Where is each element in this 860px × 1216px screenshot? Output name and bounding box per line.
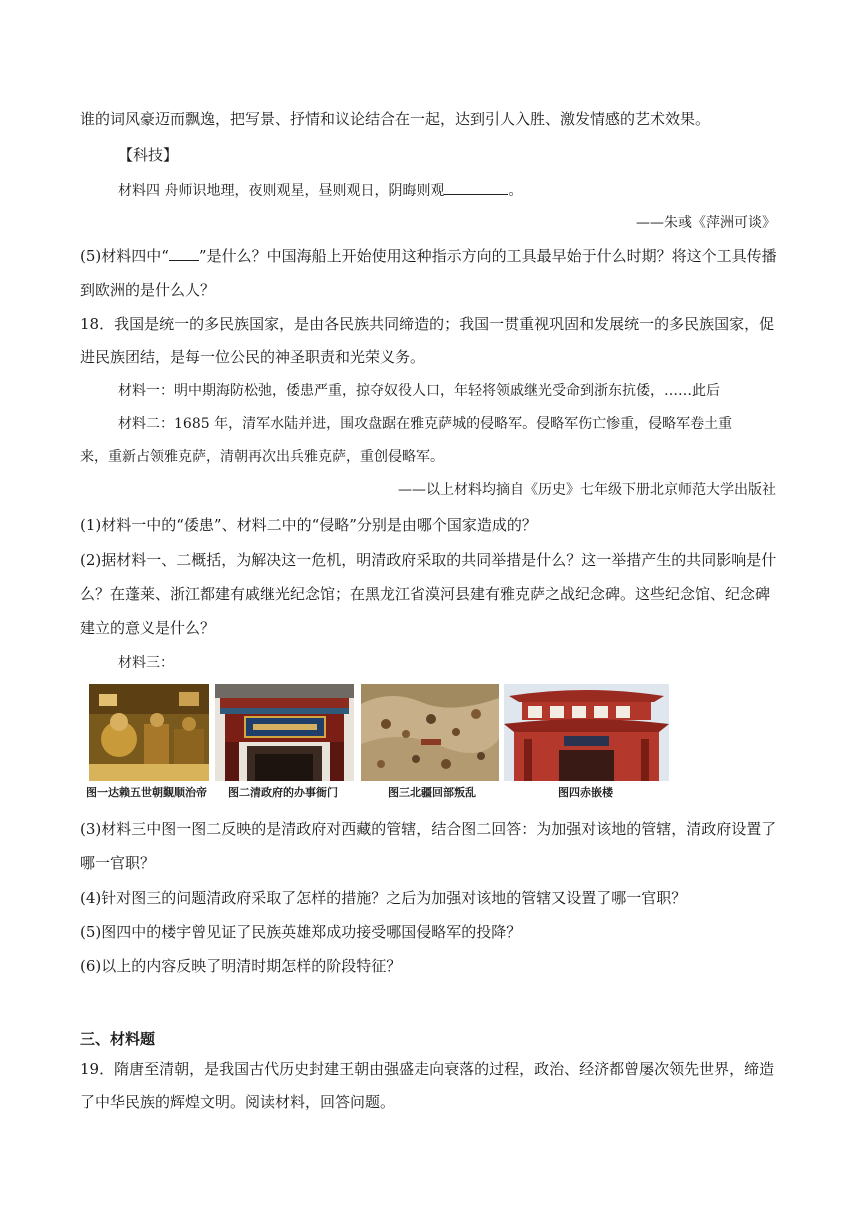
sub-question-3-line-2: 哪一官职？ (80, 854, 156, 872)
material-two-line-1: 材料二：1685 年，清军水陆并进，围攻盘踞在雅克萨城的侵略军。侵略军伤亡惨重，侵略军卷土重 (118, 416, 733, 432)
question-5-line-2: 到欧洲的是什么人？ (80, 281, 216, 299)
figure-2-image (215, 684, 354, 781)
figure-3-image (361, 684, 499, 781)
material-three-label: 材料三： (118, 655, 174, 671)
question-18-line-1: 18．我国是统一的多民族国家，是由各民族共同缔造的；我国一贯重视巩固和发展统一的多民族国家，促 (80, 315, 775, 333)
question-18-line-2: 进民族团结，是每一位公民的神圣职责和光荣义务。 (80, 348, 426, 366)
answer-blank (169, 246, 199, 261)
figure-1-image (89, 684, 209, 781)
sub-question-1: (1)材料一中的“倭患”、材料二中的“侵略”分别是由哪个国家造成的？ (80, 516, 537, 534)
sub-question-4: (4)针对图三的问题清政府采取了怎样的措施？之后为加强对该地的管辖又设置了哪一官职？ (80, 889, 687, 907)
figure-4-image (504, 684, 669, 781)
paragraph-line: 谁的词风豪迈而飘逸，把写景、抒情和议论结合在一起，达到引人入胜、激发情感的艺术效果。 (80, 110, 711, 128)
question-19-line-2: 了中华民族的辉煌文明。阅读材料，回答问题。 (80, 1093, 396, 1111)
section-heading-keji: 【科技】 (118, 146, 179, 164)
material-one: 材料一：明中期海防松弛，倭患严重，掠夺奴役人口，年轻将领戚继光受命到浙东抗倭，……此后 (118, 383, 720, 399)
materials-source: ——以上材料均摘自《历史》七年级下册北京师范大学出版社 (398, 482, 776, 498)
figure-2-caption: 图二清政府的办事衙门 (228, 786, 338, 799)
question-19-line-1: 19．隋唐至清朝，是我国古代历史封建王朝由强盛走向衰落的过程，政治、经济都曾屡次领先世界，缔造 (80, 1060, 775, 1078)
question-5-text-b: ”是什么？中国海船上开始使用这种指示方向的工具最早始于什么时期？将这个工具传播 (198, 247, 777, 265)
material-two-line-2: 来，重新占领雅克萨，清朝再次出兵雅克萨，重创侵略军。 (80, 449, 444, 465)
sub-question-2-line-2: 么？在蓬莱、浙江都建有戚继光纪念馆；在黑龙江省漠河县建有雅克萨之战纪念碑。这些纪念馆、纪念碑 (80, 585, 771, 603)
material-four (118, 180, 818, 202)
figure-3-caption: 图三北疆回部叛乱 (388, 786, 476, 799)
sub-question-5: (5)图四中的楼宇曾见证了民族英雄郑成功接受哪国侵略军的投降？ (80, 923, 522, 941)
answer-blank (444, 180, 508, 195)
material-four-source: ——朱彧《萍洲可谈》 (636, 215, 776, 231)
section-heading-3: 三、材料题 (80, 1030, 156, 1048)
question-5 (80, 245, 780, 267)
figure-1-caption: 图一达赖五世朝觐顺治帝 (86, 786, 207, 799)
material-four-text: 材料四 舟师识地理，夜则观星，昼则观日，阴晦则观 (118, 183, 445, 199)
question-5-text-a: (5)材料四中“ (80, 247, 169, 265)
figure-4-caption: 图四赤嵌楼 (558, 786, 613, 799)
sub-question-2-line-3: 建立的意义是什么？ (80, 619, 216, 637)
sub-question-3-line-1: (3)材料三中图一图二反映的是清政府对西藏的管辖，结合图二回答：为加强对该地的管辖，清政府设置了 (80, 820, 777, 838)
material-four-end: 。 (508, 183, 523, 199)
figure-strip (86, 684, 671, 804)
sub-question-2-line-1: (2)据材料一、二概括，为解决这一危机，明清政府采取的共同举措是什么？这一举措产生的共同影响是什 (80, 551, 777, 569)
sub-question-6: (6)以上的内容反映了明清时期怎样的阶段特征？ (80, 957, 402, 975)
